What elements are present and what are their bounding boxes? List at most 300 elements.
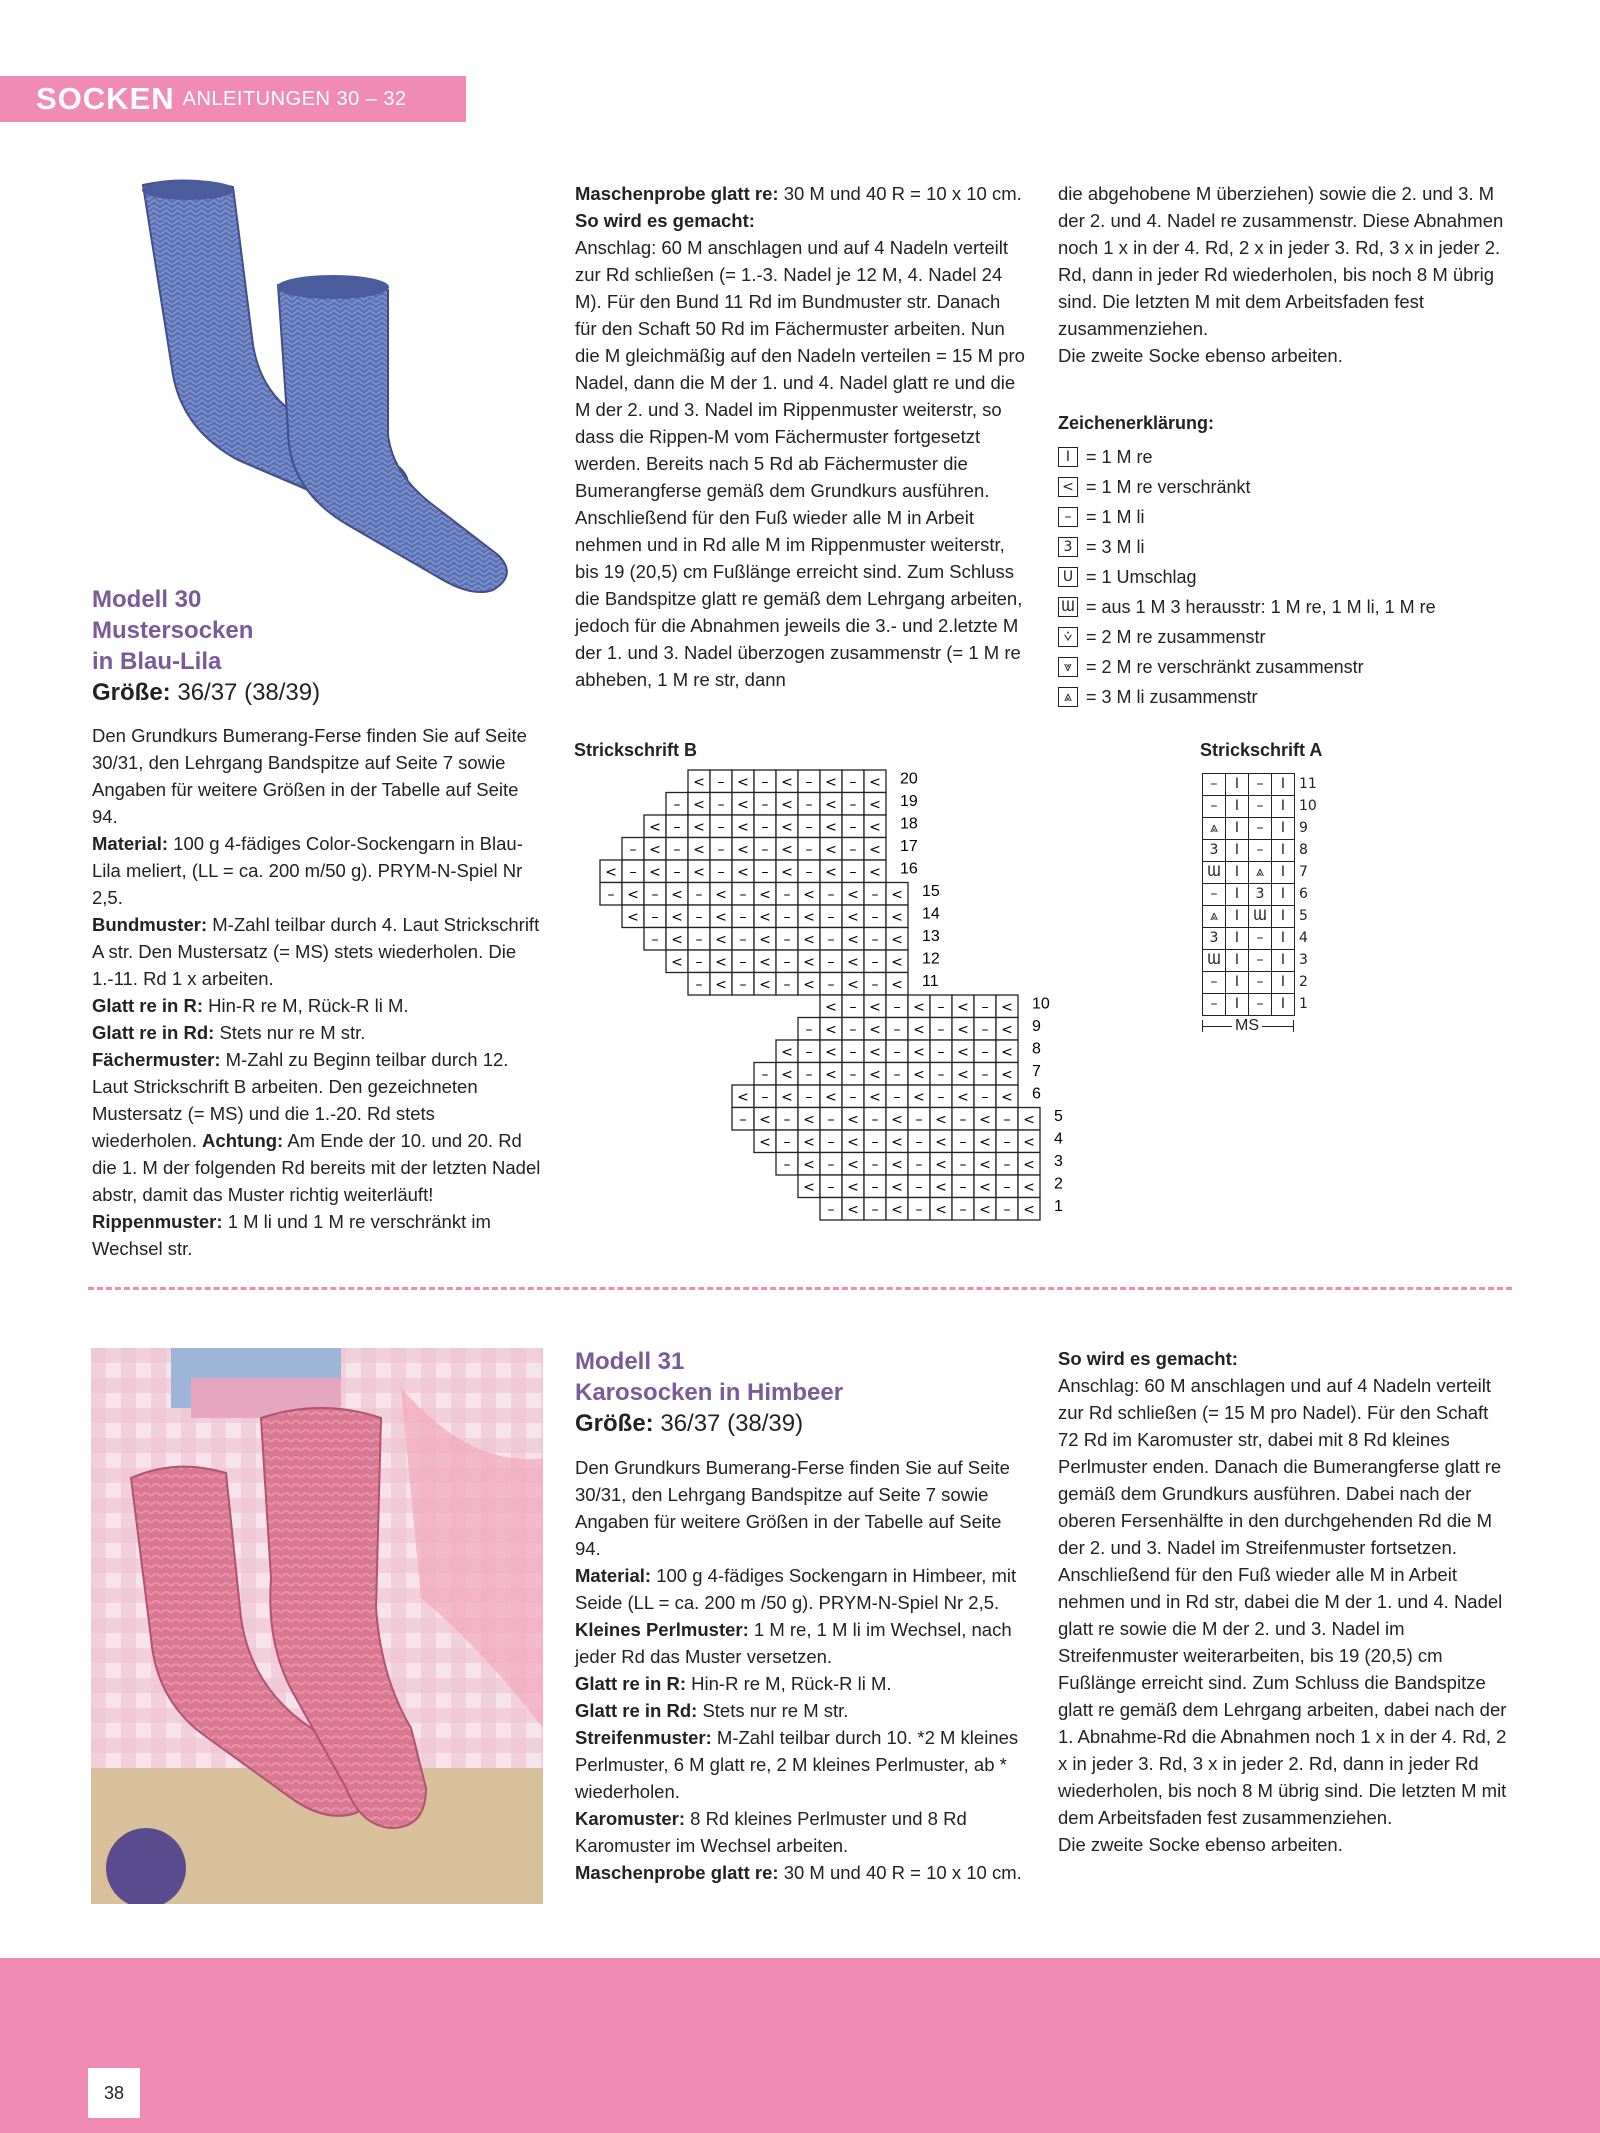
glatt-r-text: Hin-R re M, Rück-R li M. — [691, 1673, 892, 1694]
k2tog-icon: ⩒ — [1058, 627, 1078, 647]
chart-b-title: Strickschrift B — [574, 740, 698, 760]
chart-a-cell: I — [1226, 796, 1249, 818]
chart-b-symbol: – — [805, 1044, 813, 1061]
chart-a-cell: Ɯ — [1203, 862, 1226, 884]
chart-b-symbol: – — [651, 909, 659, 926]
chart-b-symbol: < — [671, 886, 683, 903]
chart-b-symbol: < — [825, 841, 837, 858]
chart-b-symbol: < — [891, 976, 903, 993]
chart-b-symbol: < — [847, 976, 859, 993]
chart-b-symbol: – — [893, 999, 901, 1016]
chart-b-symbol: – — [981, 1089, 989, 1106]
chart-b-symbol: – — [761, 864, 769, 881]
chart-b-symbol: – — [959, 1179, 967, 1196]
chart-b-symbol: – — [783, 909, 791, 926]
modell-30-title-line: Mustersocken — [92, 617, 254, 644]
chart-b-symbol: < — [891, 954, 903, 971]
chart-b-symbol: < — [803, 954, 815, 971]
chart-a-row-number: 8 — [1299, 842, 1308, 858]
chart-a-cell: I — [1226, 928, 1249, 950]
chart-b-symbol: < — [891, 1201, 903, 1218]
chart-a-row-number: 10 — [1299, 798, 1317, 814]
chart-a-row-number: 2 — [1299, 974, 1308, 990]
chart-b-symbol: < — [935, 1111, 947, 1128]
intro-text: Den Grundkurs Bumerang-Ferse finden Sie auf Seite 30/31, den Lehrgang Bandspitze auf Seite 7 sowie Angaben für weitere Größen in der Tabelle auf Seite 94. — [575, 1457, 1010, 1559]
legend-item — [1058, 562, 1518, 592]
size-label: Größe: — [575, 1410, 654, 1437]
section-divider — [88, 1287, 1512, 1290]
glatt-r-label: Glatt re in R: — [575, 1673, 687, 1694]
chart-a-title: Strickschrift A — [1200, 740, 1323, 760]
chart-b-symbol: – — [673, 819, 681, 836]
chart-b-symbol: < — [869, 796, 881, 813]
yarn-over-icon: U — [1058, 567, 1078, 587]
chart-b-symbol: – — [827, 909, 835, 926]
chart-b-symbol: < — [869, 999, 881, 1016]
chart-b-symbol: – — [959, 1111, 967, 1128]
chart-b-symbol: – — [871, 1201, 879, 1218]
chart-a-cell: – — [1249, 774, 1272, 796]
chart-a-row — [1203, 840, 1322, 862]
chart-b-symbol: – — [827, 886, 835, 903]
chart-b-symbol: – — [805, 819, 813, 836]
p3tog-icon: ⩓ — [1058, 687, 1078, 707]
chart-b-symbol: < — [891, 1134, 903, 1151]
legend-item — [1058, 682, 1518, 712]
chart-b-symbol: – — [783, 886, 791, 903]
legend-text: = 3 M li zusammenstr — [1086, 687, 1258, 707]
chart-b-symbol: – — [1003, 1201, 1011, 1218]
chart-b-row-number: 10 — [1032, 995, 1050, 1013]
material-text: 100 g 4-fädiges Color-Sockengarn in Blau-Lila meliert, (LL = ca. 200 m/50 g). PRYM-N-Spiel Nr 2,5. — [92, 833, 523, 908]
chart-a-row — [1203, 994, 1322, 1016]
chart-b-symbol: < — [781, 864, 793, 881]
second-sock-text: Die zweite Socke ebenso arbeiten. — [1058, 345, 1343, 366]
chart-a-cell: I — [1226, 862, 1249, 884]
chart-b-symbol: – — [629, 864, 637, 881]
chart-b-symbol: < — [693, 864, 705, 881]
chart-b-symbol: < — [737, 774, 749, 791]
streifen-label: Streifenmuster: — [575, 1727, 712, 1748]
chart-a-cell: 3 — [1249, 884, 1272, 906]
chart-b-symbol: < — [1023, 1156, 1035, 1173]
chart-b-symbol: < — [649, 841, 661, 858]
chart-b-symbol: < — [803, 1156, 815, 1173]
chart-b-symbol: – — [937, 1089, 945, 1106]
chart-b-symbol: – — [871, 1134, 879, 1151]
chart-b-symbol: – — [871, 976, 879, 993]
karo-label: Karomuster: — [575, 1808, 685, 1829]
perl-text: 1 M re, 1 M li im Wechsel, nach jeder Rd das Muster versetzen. — [575, 1619, 1012, 1667]
chart-b-symbol: < — [869, 864, 881, 881]
chart-a-cell: I — [1272, 928, 1295, 950]
chart-b-symbol: < — [693, 796, 705, 813]
perl-label: Kleines Perlmuster: — [575, 1619, 749, 1640]
chart-a-row — [1203, 774, 1322, 796]
chart-a-grid — [1202, 773, 1322, 1016]
chart-b-symbol: < — [913, 1089, 925, 1106]
chart-b-symbol: – — [849, 864, 857, 881]
chart-a-row-number: 9 — [1299, 820, 1308, 836]
chart-b-symbol: – — [761, 819, 769, 836]
chart-a-cell: I — [1226, 972, 1249, 994]
chart-b-symbol: – — [1003, 1134, 1011, 1151]
chart-a-cell: – — [1249, 796, 1272, 818]
chart-b-symbol: – — [827, 1134, 835, 1151]
chart-b-symbol: – — [871, 954, 879, 971]
intro-text: Den Grundkurs Bumerang-Ferse finden Sie auf Seite 30/31, den Lehrgang Bandspitze auf Seite 7 sowie Angaben für weitere Größen in der Tabelle auf Seite 94. — [92, 725, 527, 827]
chart-a-row-number: 3 — [1299, 952, 1308, 968]
chart-b-symbol: – — [651, 931, 659, 948]
chart-a-cell: – — [1249, 972, 1272, 994]
chart-b-symbol: < — [1001, 1089, 1013, 1106]
chart-b-symbol: – — [937, 1021, 945, 1038]
chart-b-symbol: – — [629, 841, 637, 858]
chart-b-symbol: < — [869, 1089, 881, 1106]
chart-b-symbol: < — [891, 1111, 903, 1128]
legend-item — [1058, 442, 1518, 472]
chart-b-symbol: < — [737, 819, 749, 836]
chart-b-symbol: – — [607, 886, 615, 903]
ms-marker — [1202, 1016, 1294, 1042]
chart-b-symbol: – — [783, 1156, 791, 1173]
chart-b-symbol: < — [781, 796, 793, 813]
chart-b-symbol: – — [805, 864, 813, 881]
chart-a-row-number: 11 — [1299, 776, 1317, 792]
chart-b-symbol: – — [805, 1021, 813, 1038]
glatt-rd-label: Glatt re in Rd: — [92, 1022, 215, 1043]
chart-a-cell: – — [1249, 928, 1272, 950]
chart-b-symbol: < — [913, 1044, 925, 1061]
modell-30-middle-text — [575, 180, 1027, 693]
chart-b-symbol: – — [849, 841, 857, 858]
page-number: 38 — [88, 2068, 140, 2118]
probe-text: 30 M und 40 R = 10 x 10 cm. — [783, 1862, 1022, 1883]
chart-b-symbol: – — [805, 774, 813, 791]
chart-b-symbol: – — [805, 1066, 813, 1083]
chart-b-row-number: 19 — [900, 792, 918, 810]
chart-b-row-number: 18 — [900, 815, 918, 833]
photo-modell-31-socks — [91, 1348, 543, 1904]
chart-b-row-number: 12 — [922, 950, 940, 968]
chart-b-symbol: < — [627, 909, 639, 926]
chart-b-symbol: < — [825, 774, 837, 791]
chart-b-symbol: – — [827, 1156, 835, 1173]
chart-a-row — [1203, 950, 1322, 972]
size-label: Größe: — [92, 679, 171, 706]
chart-b-symbol: – — [739, 886, 747, 903]
chart-b-symbol: < — [913, 1066, 925, 1083]
chart-b-row-number: 11 — [922, 972, 939, 990]
chart-b-symbol: < — [825, 1089, 837, 1106]
chart-b-symbol: < — [781, 841, 793, 858]
increase-three-icon: Ɯ — [1058, 597, 1078, 617]
chart-b-symbol: < — [803, 886, 815, 903]
glatt-rd-text: Stets nur re M str. — [219, 1022, 366, 1043]
rippen-label: Rippenmuster: — [92, 1211, 223, 1232]
chart-b-symbol: < — [847, 1156, 859, 1173]
chart-b-symbol: < — [869, 819, 881, 836]
probe-text: 30 M und 40 R = 10 x 10 cm. — [783, 183, 1022, 204]
chart-b-symbol: – — [739, 954, 747, 971]
chart-b-symbol: – — [871, 886, 879, 903]
legend-title: Zeichenerklärung: — [1058, 413, 1215, 433]
chart-a-cell: I — [1226, 818, 1249, 840]
chart-b-symbol: < — [759, 909, 771, 926]
chart-b-symbol: – — [695, 886, 703, 903]
legend-text: = 1 M li — [1086, 507, 1145, 527]
rippen-text: 1 M li und 1 M re verschränkt im Wechsel str. — [92, 1211, 491, 1259]
chart-b-symbol: < — [693, 819, 705, 836]
modell-30-title-line: Modell 30 — [92, 586, 202, 613]
chart-b-symbol: – — [1003, 1179, 1011, 1196]
chart-b-symbol: – — [937, 1066, 945, 1083]
chart-b-symbol: – — [915, 1201, 923, 1218]
chart-b-symbol: < — [1023, 1179, 1035, 1196]
chart-b-symbol: – — [871, 1179, 879, 1196]
chart-b-row-number: 8 — [1032, 1040, 1041, 1058]
chart-b-symbol: < — [759, 931, 771, 948]
chart-b-symbol: – — [915, 1134, 923, 1151]
chart-a-cell: Ɯ — [1203, 950, 1226, 972]
chart-b-symbol: – — [673, 841, 681, 858]
faecher-text: M-Zahl zu Beginn teilbar durch 12. Laut Strickschrift B arbeiten. Den gezeichneten Mustersatz (= MS) und die 1.-20. Rd stets wiederholen. — [92, 1049, 509, 1151]
chart-b-symbol: < — [715, 931, 727, 948]
chart-b-row-number: 7 — [1032, 1062, 1041, 1080]
legend-text: = 1 M re verschränkt — [1086, 477, 1251, 497]
achtung-label: Achtung: — [202, 1130, 284, 1151]
chart-b-symbol: – — [893, 1089, 901, 1106]
chart-b-symbol: – — [915, 1179, 923, 1196]
chart-a-cell: – — [1203, 774, 1226, 796]
chart-b-symbol: < — [781, 1044, 793, 1061]
chart-b-symbol: – — [893, 1021, 901, 1038]
chart-a-cell: I — [1272, 796, 1295, 818]
chart-b-symbol: – — [827, 1111, 835, 1128]
chart-b-row-number: 6 — [1032, 1085, 1041, 1103]
chart-b-symbol: – — [761, 1066, 769, 1083]
chart-b-symbol: – — [673, 796, 681, 813]
chart-a-cell: I — [1272, 774, 1295, 796]
chart-b-symbol: < — [737, 796, 749, 813]
modell-30-heading — [92, 584, 542, 708]
chart-b-symbol: < — [1001, 1021, 1013, 1038]
chart-b-symbol: < — [759, 1111, 771, 1128]
symbol-legend — [1058, 408, 1518, 712]
how-text: Anschlag: 60 M anschlagen und auf 4 Nadeln verteilt zur Rd schließen (= 15 M pro Nadel). Für den Schaft 72 Rd im Karomuster str, dabei mit 8 Rd kleines Perlmuster enden. Danach die Bumerangferse glatt re gemäß dem Grundkurs ausführen. Dabei nach der oberen Fersenhälfte in den durchgehenden Rd die M der 2. und 3. Nadel im Streifenmuster fortsetzen. Anschließend für den Fuß wieder alle M in Arbeit nehmen und in Rd str, dabei die M der 1. und 4. Nadel glatt re sowie die M der 2. und 3. Nadel im Streifenmuster weiterarbeiten, bis 19 (20,5) cm Fußlänge erreicht sind. Zum Schluss die Bandspitze glatt re gemäß dem Lehrgang arbeiten, dabei nach der 1. Abnahme-Rd die Abnahmen noch 1 x in der 4. Rd, 2 x in jeder 3. Rd, 3 x in jeder 2. Rd, dann in jeder Rd wiederholen, bis noch 8 M übrig sind. Die letzten M mit dem Arbeitsfaden fest zusammenziehen. — [1058, 1375, 1507, 1828]
chart-b-symbol: – — [717, 841, 725, 858]
chart-b-symbol: < — [847, 1179, 859, 1196]
chart-b-symbol: < — [869, 774, 881, 791]
chart-b-row-number: 16 — [900, 860, 918, 878]
how-label: So wird es gemacht: — [1058, 1348, 1238, 1369]
chart-b-symbol: < — [715, 954, 727, 971]
chart-b-symbol: – — [783, 1111, 791, 1128]
chart-a-row-number: 1 — [1299, 996, 1308, 1012]
k2tog-tbl-icon: ⩔ — [1058, 657, 1078, 677]
chart-b-symbol: < — [737, 841, 749, 858]
chart-b-symbol: – — [849, 774, 857, 791]
chart-b-symbol: < — [1023, 1134, 1035, 1151]
chart-b-symbol: – — [651, 886, 659, 903]
chart-b-symbol: < — [803, 1111, 815, 1128]
material-label: Material: — [92, 833, 169, 854]
chart-a-cell: Ɯ — [1249, 906, 1272, 928]
chart-a-cell: I — [1226, 774, 1249, 796]
chart-b-row-number: 15 — [922, 882, 940, 900]
chart-b-symbol: < — [847, 1111, 859, 1128]
chart-b-symbol: – — [981, 1021, 989, 1038]
chart-b-symbol: < — [671, 909, 683, 926]
chart-b-symbol: – — [805, 841, 813, 858]
chart-b-symbol: – — [1003, 1111, 1011, 1128]
legend-item — [1058, 622, 1518, 652]
glatt-r-label: Glatt re in R: — [92, 995, 204, 1016]
chart-b-symbol: < — [825, 796, 837, 813]
chart-b-symbol: – — [717, 864, 725, 881]
chart-a-cell: I — [1226, 884, 1249, 906]
modell-31-heading — [575, 1346, 1027, 1439]
chart-b-symbol: < — [803, 1134, 815, 1151]
second-sock-text: Die zweite Socke ebenso arbeiten. — [1058, 1834, 1343, 1855]
chart-a-cell: I — [1226, 840, 1249, 862]
chart-b-symbol: < — [1023, 1201, 1035, 1218]
chart-a-cell: I — [1226, 950, 1249, 972]
chart-b-row-number: 14 — [922, 905, 940, 923]
ms-label: MS — [1232, 1017, 1262, 1035]
chart-a-cell: I — [1272, 840, 1295, 862]
chart-b-symbol: < — [715, 886, 727, 903]
chart-a-row-number: 4 — [1299, 930, 1308, 946]
chart-b-symbol: < — [957, 1044, 969, 1061]
chart-b-symbol: – — [959, 1201, 967, 1218]
chart-a-row — [1203, 884, 1322, 906]
chart-a — [1202, 773, 1322, 1042]
chart-b-symbol: – — [959, 1134, 967, 1151]
chart-b-symbol: < — [693, 774, 705, 791]
chart-a-cell: – — [1203, 796, 1226, 818]
chart-b-symbol: < — [715, 909, 727, 926]
chart-b-symbol: < — [847, 1134, 859, 1151]
material-text: 100 g 4-fädiges Sockengarn in Himbeer, mit Seide (LL = ca. 200 m /50 g). PRYM-N-Spiel Nr 2,5. — [575, 1565, 1017, 1613]
bund-label: Bundmuster: — [92, 914, 208, 935]
chart-b-symbol: – — [761, 796, 769, 813]
chart-b-symbol: < — [957, 1089, 969, 1106]
chart-b-symbol: < — [935, 1134, 947, 1151]
chart-a-cell: I — [1272, 906, 1295, 928]
chart-b-row-number: 2 — [1054, 1175, 1063, 1193]
chart-b-row-number: 13 — [922, 927, 940, 945]
chart-b-symbol: – — [805, 796, 813, 813]
chart-b-symbol: < — [715, 976, 727, 993]
chart-b-symbol: – — [849, 819, 857, 836]
chart-a-cell: I — [1272, 884, 1295, 906]
chart-b-symbol: – — [717, 796, 725, 813]
karo-text: 8 Rd kleines Perlmuster und 8 Rd Karomuster im Wechsel arbeiten. — [575, 1808, 967, 1856]
chart-b-symbol: < — [847, 909, 859, 926]
chart-b-symbol: < — [869, 1021, 881, 1038]
how-continued-text: die abgehobene M überziehen) sowie die 2. und 3. M der 2. und 4. Nadel re zusammenstr. Diese Abnahmen noch 1 x in der 4. Rd, 2 x in jeder 3. Rd, 3 x in jeder 2. Rd, dann in jeder Rd wiederholen, bis noch 8 M übrig sind. Die letzten M mit dem Arbeitsfaden fest zusammenziehen. — [1058, 183, 1504, 339]
chart-b-symbol: < — [891, 1179, 903, 1196]
knit-stitch-icon: I — [1058, 447, 1078, 467]
chart-a-cell: – — [1203, 884, 1226, 906]
chart-a-row — [1203, 928, 1322, 950]
chart-b-row-number: 4 — [1054, 1130, 1063, 1148]
chart-a-row — [1203, 796, 1322, 818]
chart-b-symbol: – — [761, 841, 769, 858]
material-label: Material: — [575, 1565, 652, 1586]
chart-b-symbol: < — [649, 819, 661, 836]
chart-b-symbol: < — [627, 886, 639, 903]
how-label: So wird es gemacht: — [575, 210, 755, 231]
chart-a-row — [1203, 862, 1322, 884]
chart-b-symbol: < — [737, 1089, 749, 1106]
chart-a-cell: – — [1203, 972, 1226, 994]
faecher-label: Fächermuster: — [92, 1049, 221, 1070]
chart-b-symbol: – — [1003, 1156, 1011, 1173]
twisted-knit-icon: < — [1058, 477, 1078, 497]
chart-a-cell: ⩓ — [1203, 906, 1226, 928]
chart-a-row — [1203, 906, 1322, 928]
chart-b-symbol: < — [825, 1021, 837, 1038]
chart-b-symbol: < — [781, 774, 793, 791]
legend-text: = 3 M li — [1086, 537, 1145, 557]
chart-b-symbol: – — [673, 864, 681, 881]
chart-b-row-number: 20 — [900, 770, 918, 788]
chart-b-symbol: – — [959, 1156, 967, 1173]
chart-b-symbol: < — [979, 1156, 991, 1173]
chart-b-symbol: – — [937, 999, 945, 1016]
chart-b-symbol: – — [981, 999, 989, 1016]
chart-b-symbol: – — [937, 1044, 945, 1061]
chart-a-cell: I — [1226, 906, 1249, 928]
chart-a-row-number: 7 — [1299, 864, 1308, 880]
chart-b-symbol: < — [825, 1066, 837, 1083]
chart-b-symbol: < — [847, 954, 859, 971]
chart-a-row — [1203, 972, 1322, 994]
chart-b-symbol: – — [739, 1111, 747, 1128]
chart-b-symbol: < — [1001, 1044, 1013, 1061]
glatt-r-text: Hin-R re M, Rück-R li M. — [208, 995, 409, 1016]
achtung-text: Am Ende der 10. und 20. Rd die 1. M der folgenden Rd bereits mit der letzten Nadel abstr, damit das Muster richtig weiterläuft! — [92, 1130, 541, 1205]
modell-31-right-text — [1058, 1345, 1513, 1858]
chart-b-symbol: < — [891, 1156, 903, 1173]
chart-b-symbol: < — [891, 886, 903, 903]
chart-b-symbol: – — [695, 909, 703, 926]
chart-b-symbol: < — [759, 1134, 771, 1151]
chart-b-symbol: < — [957, 999, 969, 1016]
chart-b-row-number: 5 — [1054, 1107, 1063, 1125]
chart-b-symbol: < — [913, 999, 925, 1016]
chart-b-row-number: 1 — [1054, 1197, 1063, 1215]
chart-b-symbol: – — [761, 774, 769, 791]
chart-b-symbol: – — [783, 954, 791, 971]
modell-30-title-line: in Blau-Lila — [92, 648, 222, 675]
chart-b-symbol: < — [803, 931, 815, 948]
chart-a-row-number: 5 — [1299, 908, 1308, 924]
chart-b-symbol: – — [827, 1201, 835, 1218]
modell-31-title-line: Karosocken in Himbeer — [575, 1379, 844, 1406]
chart-a-cell: – — [1249, 994, 1272, 1016]
footer-bar — [0, 1958, 1600, 2133]
legend-item — [1058, 472, 1518, 502]
chart-b-symbol: – — [695, 954, 703, 971]
chart-b-symbol: < — [781, 819, 793, 836]
legend-item — [1058, 502, 1518, 532]
chart-a-cell: 3 — [1203, 928, 1226, 950]
chart-b-symbol: < — [759, 954, 771, 971]
chart-b-symbol: – — [695, 931, 703, 948]
